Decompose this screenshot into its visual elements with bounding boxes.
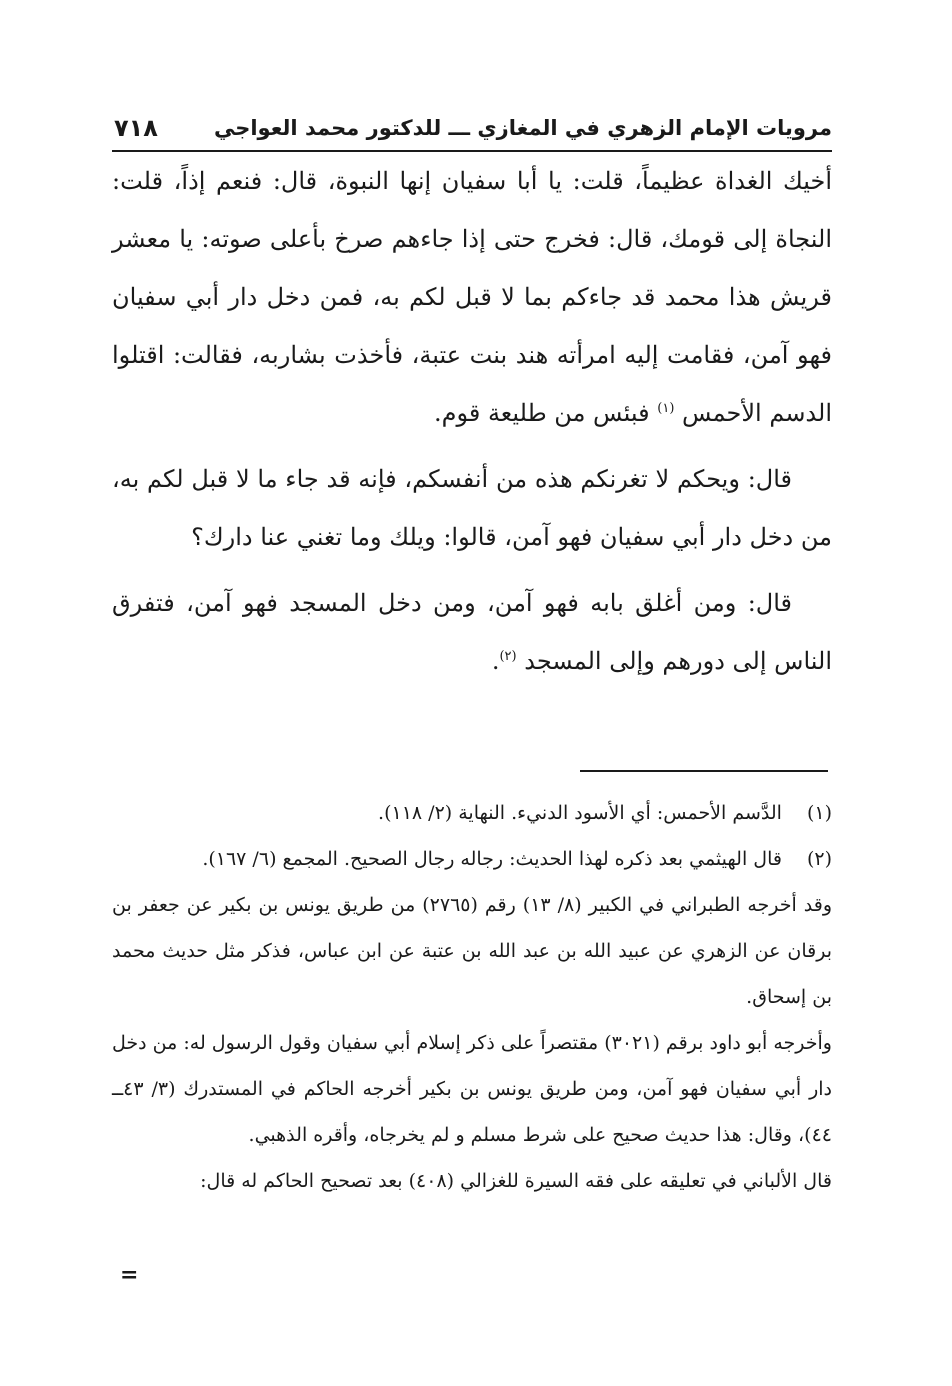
text-line: النجاة إلى قومك، قال: فخرج حتى إذا جاءهم صرخ بأعلى صوته: يا bbox=[179, 225, 832, 253]
footnote-ref-1[interactable]: (١) bbox=[657, 401, 675, 416]
footnote-text: عن جعفر بن برقان عن الزهري عن عبيد الله بن عبد الله بن عتبة عن ابن عباس، bbox=[112, 894, 832, 962]
main-text bbox=[112, 152, 832, 690]
footnote-text: وأخرجه أبو داود برقم (٣٠٢١) مقتصراً على ذكر إسلام أبي سفيان وقول bbox=[278, 1032, 832, 1054]
text-line: . bbox=[491, 647, 500, 675]
footnote-marker: (١) bbox=[806, 802, 832, 824]
text-line: قال: ومن أغلق بابه فهو آمن، ومن دخل المسجد فهو آمن، فتفرق bbox=[112, 589, 792, 617]
page-header bbox=[112, 112, 832, 148]
footnote-text: مسلم و لم يخرجاه، وأقره الذهبي. bbox=[248, 1124, 517, 1146]
footnote-ref-2[interactable]: (٢) bbox=[499, 649, 517, 664]
footnote-1 bbox=[112, 790, 832, 836]
text-line: معشر قريش هذا محمد قد جاءكم بما لا قبل لكم به، فمن دخل دار أبي bbox=[112, 225, 832, 311]
footnote-2-abu-dawud bbox=[112, 1020, 832, 1158]
paragraph-3 bbox=[112, 574, 832, 690]
footnote-separator bbox=[580, 770, 828, 772]
footnote-2-continuation bbox=[112, 882, 832, 1020]
text-line: دارك؟ bbox=[191, 523, 253, 551]
footnote-2-albani bbox=[112, 1158, 832, 1204]
paragraph-2 bbox=[112, 450, 832, 566]
text-line: فبئس من طليعة قوم. bbox=[433, 399, 650, 427]
text-line: سفيان فهو آمن، فقامت إليه امرأته هند بنت عتبة، فأخذت بشاربه، bbox=[112, 283, 832, 369]
footnotes bbox=[112, 790, 832, 1204]
footnote-text: قال الهيثمي بعد ذكره لهذا الحديث: رجاله رجال الصحيح. المجمع (٦/ ١٦٧). bbox=[202, 848, 782, 870]
footnote-text: الحاكم في المستدرك (٣/ ٤٣ــ ٤٤)، وقال: هذا حديث صحيح على شرط bbox=[112, 1078, 832, 1146]
running-title: مرويات الإمام الزهري في المغازي ـــ للدكتور محمد العواجي bbox=[213, 116, 832, 140]
text-line: لكم به، من دخل دار أبي سفيان فهو آمن، قالوا: ويلك وما تغني عنا bbox=[112, 465, 832, 551]
text-line: قال: ويحكم لا تغرنكم هذه من أنفسكم، فإنه قد جاء ما لا قبل bbox=[191, 465, 792, 493]
text-line: الناس إلى دورهم وإلى المسجد bbox=[524, 647, 832, 675]
footnote-text: فذكر مثل حديث محمد بن إسحاق. bbox=[112, 940, 832, 1008]
footnote-text: الدَّسم الأحمس: أي الأسود الدنيء. النهاية (٢/ ١١٨). bbox=[378, 802, 782, 824]
continuation-mark: = bbox=[120, 1262, 139, 1288]
footnote-marker: (٢) bbox=[806, 848, 832, 870]
footnote-2 bbox=[112, 836, 832, 882]
footnote-text: الرسول له: من دخل دار أبي سفيان فهو آمن، ومن طريق يونس بن بكير أخرجه bbox=[112, 1032, 832, 1100]
footnote-text: وقد أخرجه الطبراني في الكبير (٨/ ١٣) رقم (٢٧٦٥) من طريق يونس بن بكير bbox=[219, 894, 833, 916]
page-number: ٧١٨ bbox=[114, 114, 158, 142]
text-line: فقالت: اقتلوا الدسم الأحمس bbox=[112, 341, 832, 427]
text-line: أخيك الغداة عظيماً، قلت: يا أبا سفيان إنها النبوة، قال: فنعم إذاً، قلت: bbox=[112, 167, 832, 195]
paragraph-1 bbox=[112, 152, 832, 442]
footnote-text: قال الألباني في تعليقه على فقه السيرة للغزالي (٤٠٨) بعد تصحيح الحاكم له قال: bbox=[200, 1170, 832, 1192]
